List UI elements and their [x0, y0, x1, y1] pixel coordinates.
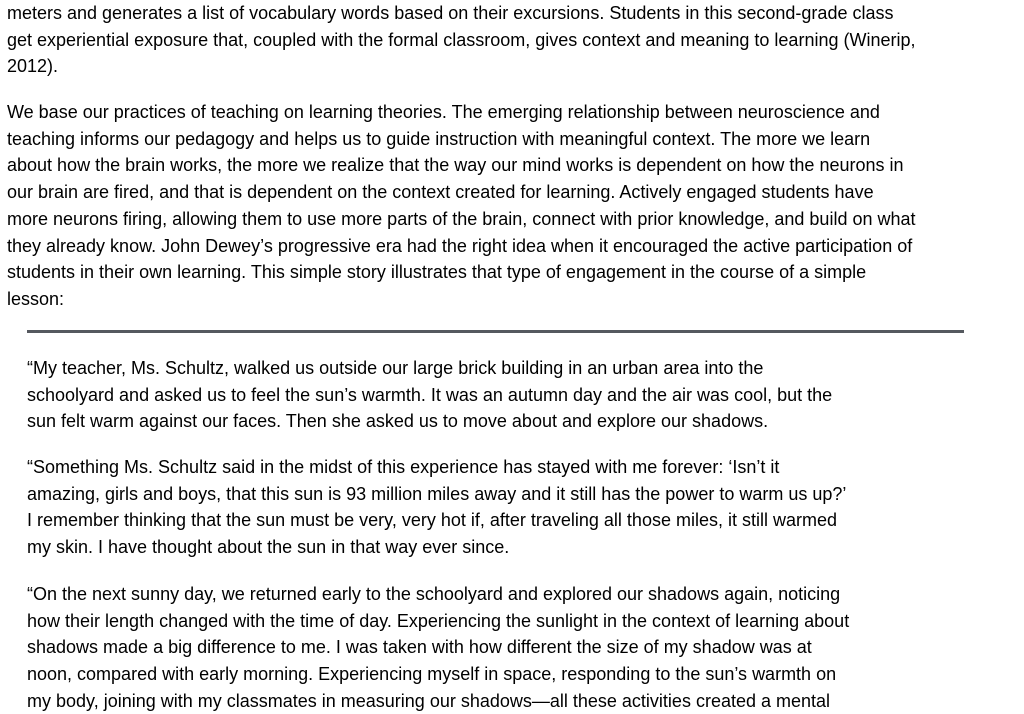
body-paragraph — [7, 99, 916, 313]
text-line: more neurons firing, allowing them to use more parts of the brain, connect with prior knowledge, and build on what — [7, 208, 916, 229]
text-line: teaching informs our pedagogy and helps us to guide instruction with meaningful context. The more we learn — [7, 128, 871, 149]
text-line: lesson: — [7, 288, 65, 309]
text-line: meters and generates a list of vocabulary words based on their excursions. Students in this second-grade class — [7, 3, 894, 23]
text-line: “My teacher, Ms. Schultz, walked us outside our large brick building in an urban area into the — [27, 358, 764, 378]
text-line: my skin. I have thought about the sun in that way ever since. — [27, 537, 510, 558]
text-line: our brain are fired, and that is dependent on the context created for learning. Actively engaged students have — [7, 182, 874, 203]
text-line: about how the brain works, the more we realize that the way our mind works is dependent on how the neurons in — [7, 155, 904, 176]
quote-paragraph — [27, 454, 846, 561]
quote-paragraph — [27, 355, 832, 435]
text-line: students in their own learning. This simple story illustrates that type of engagement in the course of a simple — [7, 262, 867, 283]
text-line: how their length changed with the time of day. Experiencing the sunlight in the context of learning about — [27, 610, 850, 631]
text-line: they already know. John Dewey’s progressive era had the right idea when it encouraged the active participation of — [7, 235, 913, 256]
text-line: “Something Ms. Schultz said in the midst of this experience has stayed with me forever: ‘Isn’t it — [27, 457, 780, 477]
text-line: schoolyard and asked us to feel the sun’s warmth. It was an autumn day and the air was cool, but the — [27, 384, 833, 405]
body-paragraph — [7, 0, 915, 80]
text-line: We base our practices of teaching on learning theories. The emerging relationship between neuroscience and — [7, 102, 880, 122]
text-line: shadows made a big difference to me. I was taken with how different the size of my shadow was at — [27, 637, 812, 658]
blockquote-divider — [27, 330, 964, 333]
quote-paragraph — [27, 581, 849, 714]
text-line: amazing, girls and boys, that this sun is 93 million miles away and it still has the power to warm us up?’ — [27, 483, 847, 504]
text-line: “On the next sunny day, we returned early to the schoolyard and explored our shadows again, noticing — [27, 584, 841, 604]
text-line: my body, joining with my classmates in measuring our shadows—all these activities created a mental — [27, 690, 831, 711]
text-line: noon, compared with early morning. Experiencing myself in space, responding to the sun’s warmth on — [27, 664, 837, 685]
text-line: sun felt warm against our faces. Then she asked us to move about and explore our shadows. — [27, 411, 769, 432]
text-line: get experiential exposure that, coupled with the formal classroom, gives context and meaning to learning (Winerip, — [7, 29, 916, 50]
text-line: I remember thinking that the sun must be very, very hot if, after traveling all those miles, it still warmed — [27, 510, 837, 531]
text-line: 2012). — [7, 56, 59, 77]
